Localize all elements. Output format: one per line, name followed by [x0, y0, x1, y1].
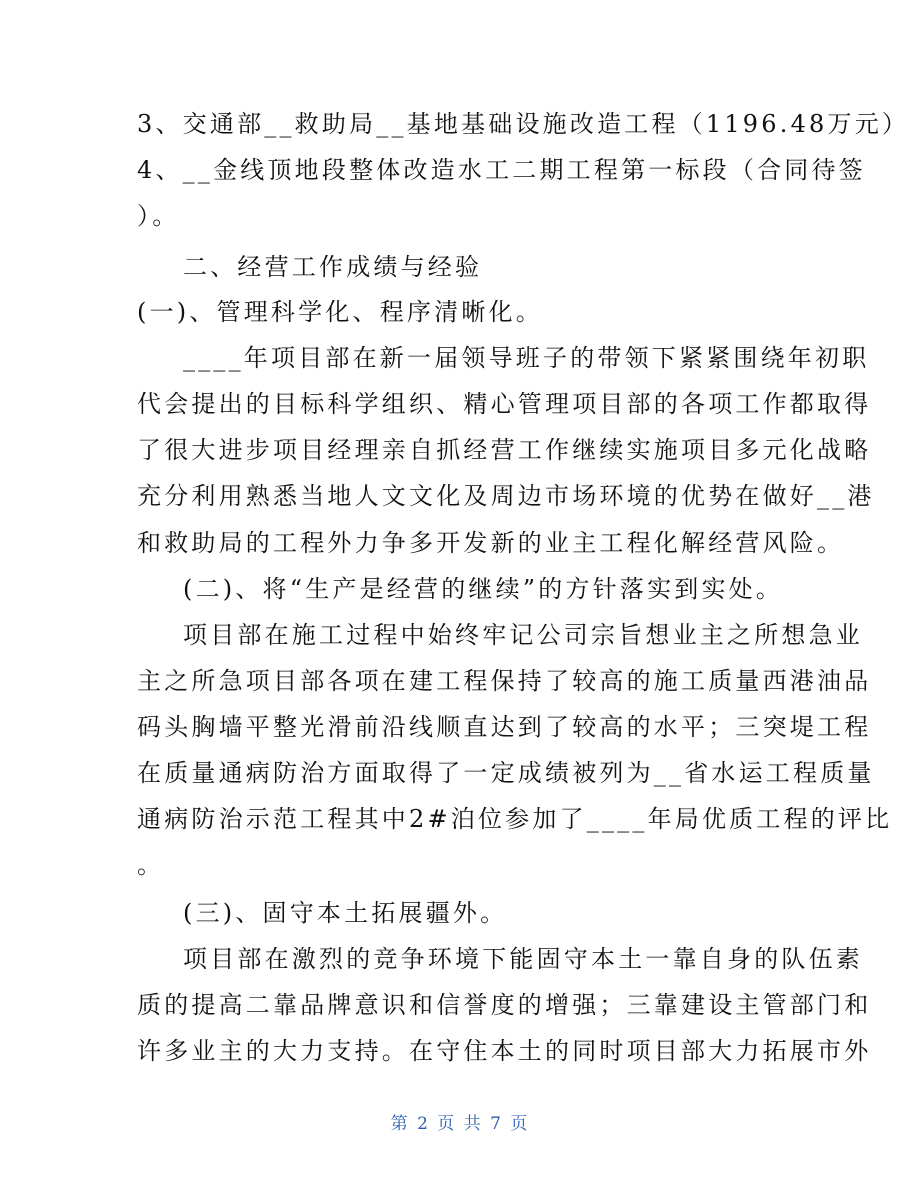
text-line-9: 充分利用熟悉当地人文文化及周边市场环境的优势在做好__港	[137, 482, 875, 510]
text-line-1: 3、交通部__救助局__基地基础设施改造工程（1196.48万元）	[137, 110, 910, 138]
text-line-20: 质的提高二靠品牌意识和信誉度的增强；三靠建设主管部门和	[137, 991, 872, 1019]
text-line-6: ____年项目部在新一届领导班子的带领下紧紧围绕年初职	[183, 344, 870, 372]
text-line-12: 项目部在施工过程中始终牢记公司宗旨想业主之所想急业	[183, 621, 863, 649]
text-line-15: 在质量通病防治方面取得了一定成绩被列为__省水运工程质量	[137, 759, 875, 787]
subheading-2: (二)、将“生产是经营的继续”的方针落实到实处。	[183, 575, 784, 603]
text-line-7: 代会提出的目标科学组织、精心管理项目部的各项工作都取得	[137, 390, 872, 418]
text-line-16: 通病防治示范工程其中2#泊位参加了____年局优质工程的评比	[137, 805, 893, 833]
text-line-14: 码头胸墙平整光滑前沿线顺直达到了较高的水平；三突堤工程	[137, 713, 872, 741]
text-line-19: 项目部在激烈的竞争环境下能固守本土一靠自身的队伍素	[183, 945, 863, 973]
subheading-3: (三)、固守本土拓展疆外。	[183, 899, 508, 927]
text-line-21: 许多业主的大力支持。在守住本土的同时项目部大力拓展市外	[137, 1037, 872, 1065]
text-line-8: 了很大进步项目经理亲自抓经营工作继续实施项目多元化战略	[137, 436, 872, 464]
text-line-3: ）。	[137, 202, 180, 230]
section-heading-2: 二、经营工作成绩与经验	[183, 253, 483, 281]
subheading-1: (一)、管理科学化、程序清晰化。	[137, 298, 543, 326]
text-line-2: 4、__金线顶地段整体改造水工二期工程第一标段（合同待签	[137, 156, 866, 184]
text-line-17: 。	[137, 851, 165, 879]
text-line-13: 主之所急项目部各项在建工程保持了较高的施工质量西港油品	[137, 667, 872, 695]
page-number-footer: 第 2 页 共 7 页	[390, 1114, 530, 1134]
text-line-10: 和救助局的工程外力争多开发新的业主工程化解经营风险。	[137, 529, 845, 557]
